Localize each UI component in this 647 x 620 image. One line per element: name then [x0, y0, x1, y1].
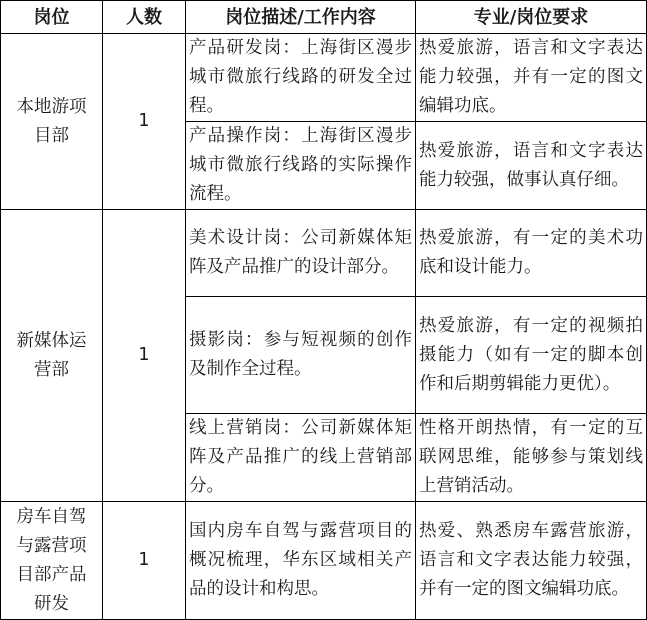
description-cell: 美术设计岗：公司新媒体矩阵及产品推广的设计部分。	[186, 210, 416, 297]
description-cell: 线上营销岗：公司新媒体矩阵及产品推广的线上营销部分。	[186, 414, 416, 502]
requirement-cell: 热爱旅游，语言和文字表达能力较强，并有一定的图文编辑功底。	[416, 34, 647, 122]
count-cell: 1	[103, 210, 186, 502]
table-row	[1, 210, 647, 297]
requirement-cell: 热爱旅游，有一定的视频拍摄能力（如有一定的脚本创作和后期剪辑能力更优）。	[416, 297, 647, 414]
header-row	[1, 1, 647, 34]
description-cell: 产品研发岗：上海街区漫步城市微旅行线路的研发全过程。	[186, 34, 416, 122]
position-cell: 房车自驾与露营项目部产品研发	[1, 502, 103, 620]
requirement-cell: 热爱旅游，语言和文字表达能力较强，做事认真仔细。	[416, 122, 647, 210]
position-cell: 新媒体运营部	[1, 210, 103, 502]
table-row	[1, 34, 647, 122]
requirement-cell: 热爱旅游，有一定的美术功底和设计能力。	[416, 210, 647, 297]
requirement-cell: 性格开朗热情，有一定的互联网思维，能够参与策划线上营销活动。	[416, 414, 647, 502]
header-count: 人数	[103, 1, 186, 34]
header-requirement: 专业/岗位要求	[416, 1, 647, 34]
requirement-cell: 热爱、熟悉房车露营旅游，语言和文字表达能力较强，并有一定的图文编辑功底。	[416, 502, 647, 620]
description-cell: 国内房车自驾与露营项目的概况梳理，华东区域相关产品的设计和构思。	[186, 502, 416, 620]
count-cell: 1	[103, 34, 186, 210]
description-cell: 摄影岗：参与短视频的创作及制作全过程。	[186, 297, 416, 414]
header-description: 岗位描述/工作内容	[186, 1, 416, 34]
table-row	[1, 502, 647, 620]
position-cell: 本地游项目部	[1, 34, 103, 210]
header-position: 岗位	[1, 1, 103, 34]
count-cell: 1	[103, 502, 186, 620]
description-cell: 产品操作岗：上海街区漫步城市微旅行线路的实际操作流程。	[186, 122, 416, 210]
